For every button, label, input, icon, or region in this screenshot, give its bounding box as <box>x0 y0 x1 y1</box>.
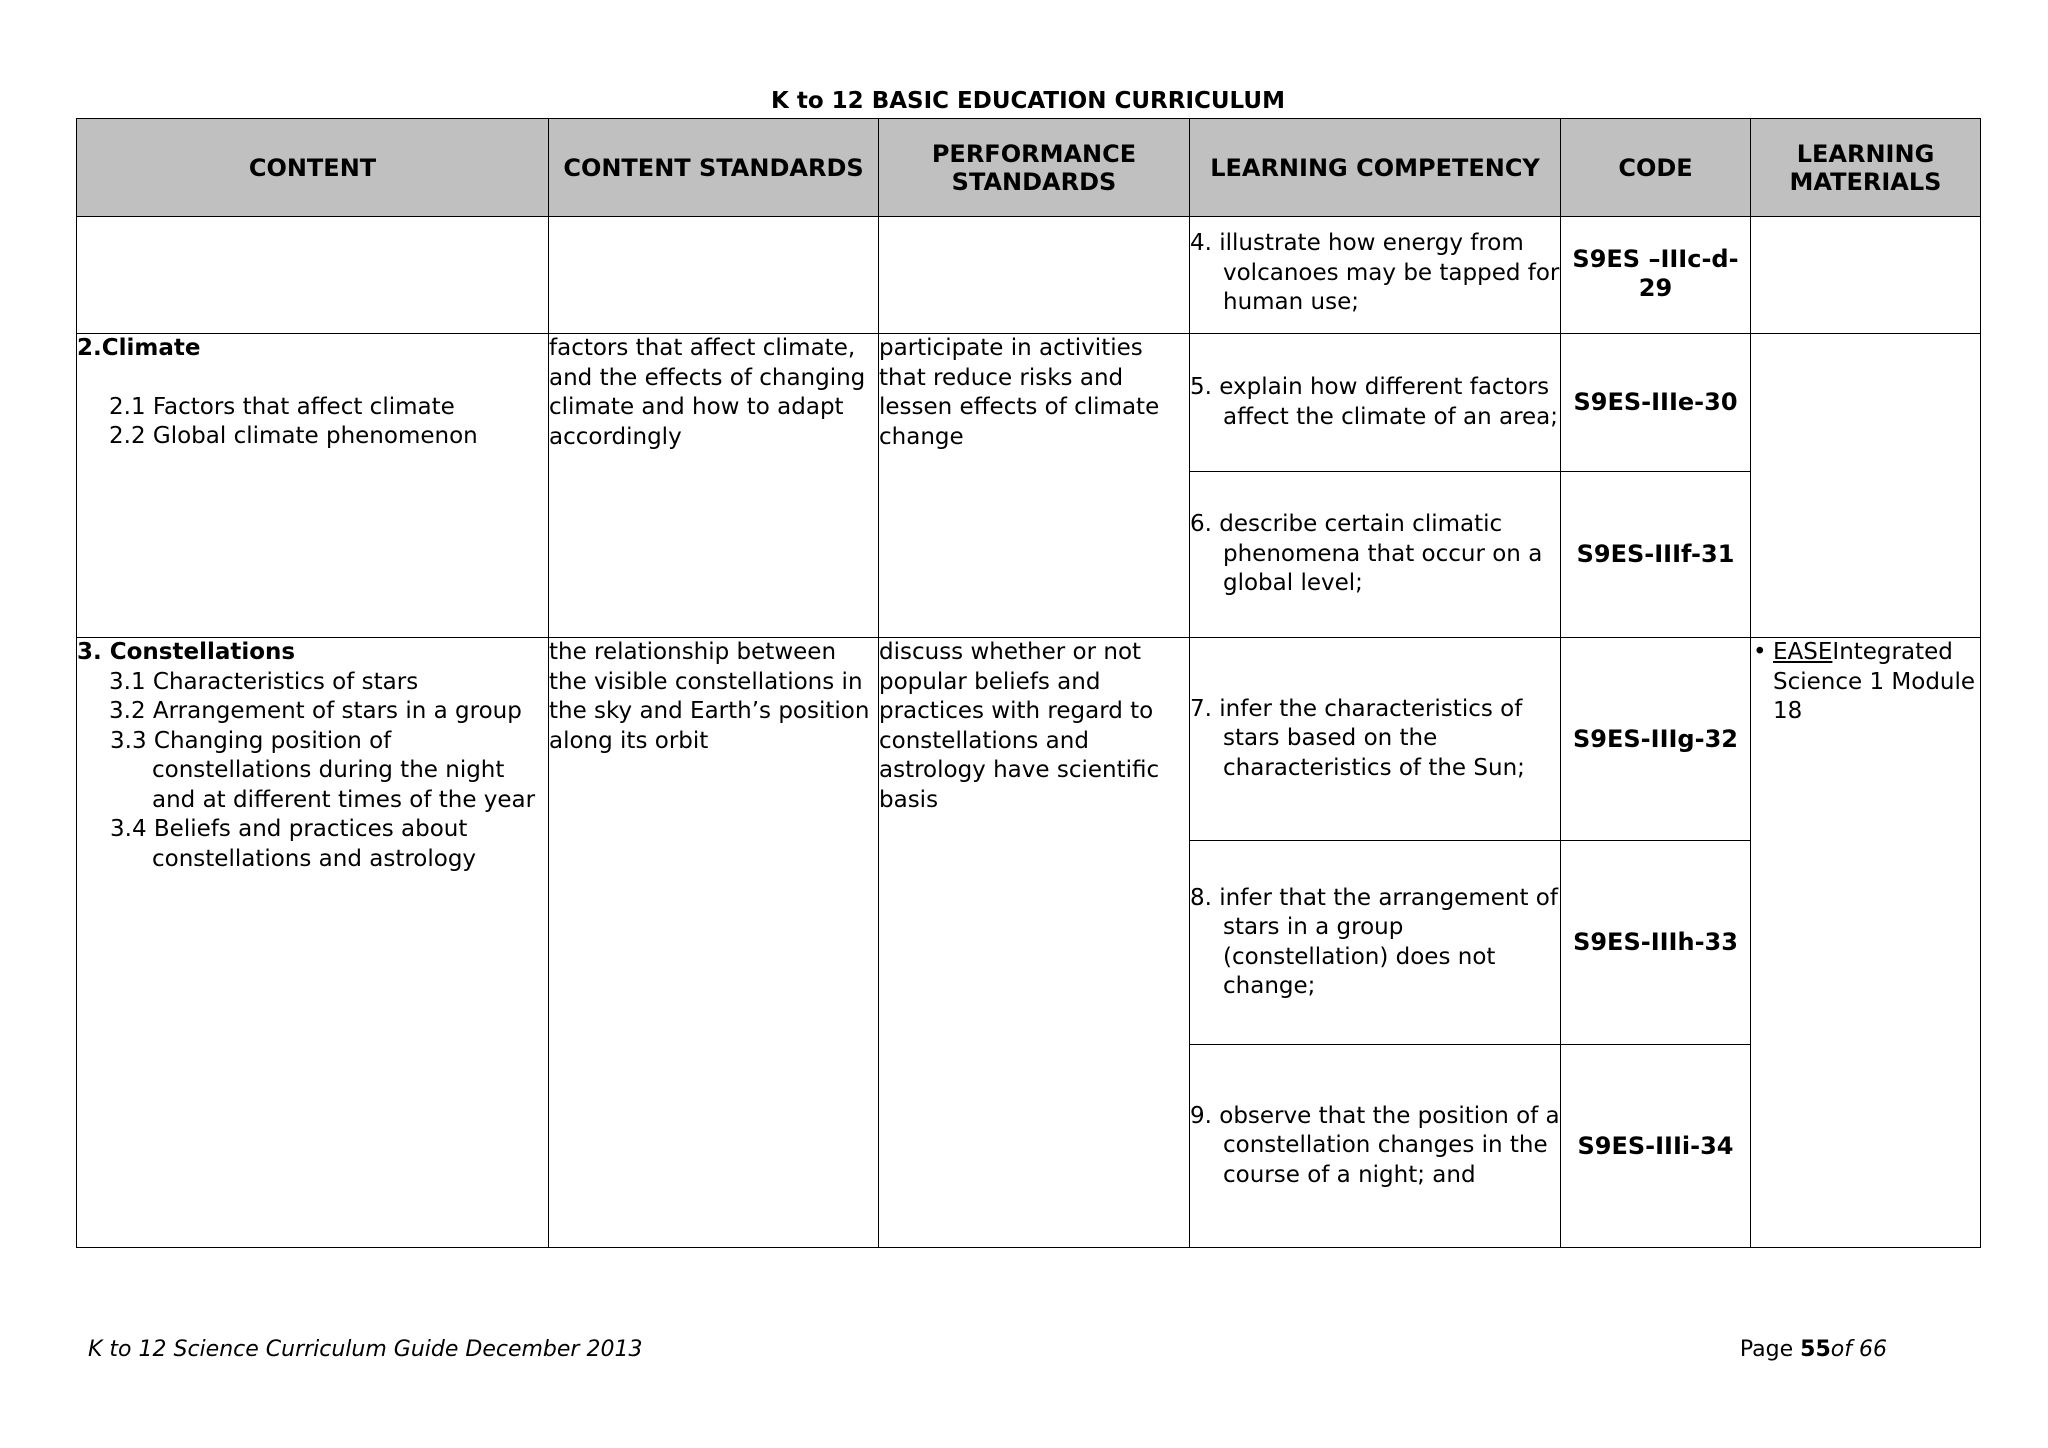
content-standard-cell <box>549 638 879 1248</box>
code-cell <box>1561 638 1751 841</box>
competency-cell <box>1190 334 1561 472</box>
competency-7: 7. infer the characteristics of stars based on the characteristics of the Sun; <box>1190 695 1525 781</box>
competency-cell <box>1190 638 1561 841</box>
empty-cell <box>1751 217 1981 334</box>
content-sub-item: 3.2 Arrangement of stars in a group <box>109 698 522 724</box>
content-sub-item: 2.2 Global climate phenomenon <box>109 423 478 449</box>
code-cell <box>1561 217 1751 334</box>
performance-standard-text: participate in activities that reduce risks and lessen effects of climate change <box>879 335 1160 450</box>
header-content: CONTENT <box>77 119 549 217</box>
code-cell <box>1561 334 1751 472</box>
header-learning-competency: LEARNING COMPETENCY <box>1190 119 1561 217</box>
code-6: S9ES-IIIf-31 <box>1576 540 1735 568</box>
header-code: CODE <box>1561 119 1751 217</box>
footer-page-number: Page 55of 66 <box>1739 1337 1887 1362</box>
material-text: Integrated Science 1 Module 18 <box>1773 639 1976 724</box>
code-8: S9ES-IIIh-33 <box>1573 928 1738 956</box>
header-performance-standards: PERFORMANCE STANDARDS <box>879 119 1190 217</box>
content-cell-constellations <box>77 638 549 1248</box>
content-standard-text: the relationship between the visible constellations in the sky and Earth’s position along its orbit <box>549 639 870 754</box>
code-9: S9ES-IIIi-34 <box>1577 1131 1734 1160</box>
content-sub-item: 3.3 Changing position of constellations during the night and at different times of the year <box>110 727 536 813</box>
material-item <box>1751 638 1980 727</box>
competency-8: 8. infer that the arrangement of stars in a group (constellation) does not change; <box>1190 884 1558 999</box>
competency-cell <box>1190 841 1561 1045</box>
content-sub-item: 3.4 Beliefs and practices about constellations and astrology <box>110 816 477 872</box>
code-7: S9ES-IIIg-32 <box>1573 724 1738 753</box>
table-row <box>77 217 1981 334</box>
code-cell <box>1561 1045 1751 1248</box>
materials-cell <box>1751 638 1981 1248</box>
competency-cell <box>1190 472 1561 638</box>
content-standard-text: factors that affect climate, and the effects of changing climate and how to adapt accordingly <box>549 335 866 450</box>
competency-cell <box>1190 1045 1561 1248</box>
material-link-ease[interactable]: EASE <box>1773 639 1833 665</box>
competency-9: 9. observe that the position of a constellation changes in the course of a night; and <box>1190 1102 1560 1188</box>
header-row <box>77 119 1981 217</box>
competency-5: 5. explain how different factors affect the climate of an area; <box>1190 374 1559 430</box>
empty-cell <box>879 217 1190 334</box>
content-cell-climate <box>77 334 549 638</box>
content-heading-climate: 2.Climate <box>77 335 201 361</box>
materials-cell <box>1751 334 1981 638</box>
content-standard-cell <box>549 334 879 638</box>
table-row <box>77 638 1981 841</box>
performance-standard-cell <box>879 334 1190 638</box>
code-4: S9ES –IIIc-d-29 <box>1572 245 1739 302</box>
competency-4: 4. illustrate how energy from volcanoes may be tapped for human use; <box>1190 230 1560 315</box>
content-heading-constellations: 3. Constellations <box>77 639 296 665</box>
code-cell <box>1561 841 1751 1045</box>
content-sub-item: 3.1 Characteristics of stars <box>109 668 419 695</box>
performance-standard-cell <box>879 638 1190 1248</box>
performance-standard-text: discuss whether or not popular beliefs and practices with regard to constellations and astrology have scientific basis <box>879 639 1160 813</box>
header-content-standards: CONTENT STANDARDS <box>549 119 879 217</box>
code-cell <box>1561 472 1751 638</box>
table-row <box>77 334 1981 472</box>
document-title: K to 12 BASIC EDUCATION CURRICULUM <box>771 88 1285 114</box>
header-learning-materials: LEARNING MATERIALS <box>1751 119 1981 217</box>
competency-6: 6. describe certain climatic phenomena that occur on a global level; <box>1190 511 1543 597</box>
competency-cell <box>1190 217 1561 334</box>
code-5: S9ES-IIIe-30 <box>1573 388 1738 416</box>
curriculum-table <box>76 118 1981 1248</box>
content-sub-item: 2.1 Factors that affect climate <box>109 393 455 420</box>
footer-guide-title: K to 12 Science Curriculum Guide December 2013 <box>88 1337 643 1362</box>
empty-cell <box>77 217 549 334</box>
empty-cell <box>549 217 879 334</box>
